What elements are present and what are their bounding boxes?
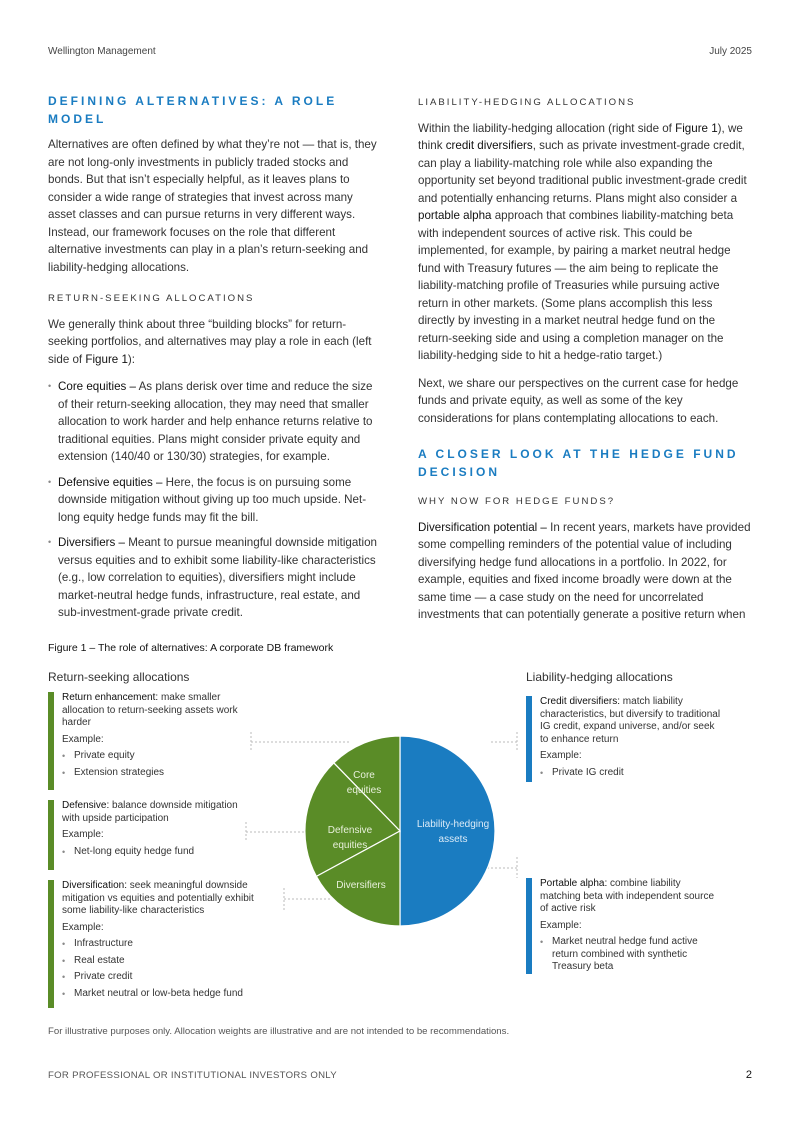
liability-hedging-paragraph: Within the liability-hedging allocation (right side of Figure 1), we think credit diversifiers, such as private investment-grade credit, can play a liability-matching role while also expanding the opportunity set beyond traditional public investment-grade credit and potentially enhancing returns. Plans might also consider a portable alpha approach that combines liability-matching beta with independent sources of active risk. This could be implemented, for example, by pairing a market neutral hedge fund with Treasury futures — the aim being to replicate the liability-matching profile of Treasuries while pursuing active return in other markets. (Some plans accomplish this less directly by investing in a market neutral hedge fund on the return-seeking side and using a completion manager on the liability-hedging side to hit a hedge-ratio target.) bbox=[418, 121, 747, 362]
figure-left-heading: Return-seeking allocations bbox=[48, 670, 190, 684]
list-item: • Private equity bbox=[62, 750, 238, 763]
intro-paragraph: Alternatives are often defined by what they’re not — that is, they are not long-only investments in publicly traded stocks and bonds. But that isn’t especially helpful, as it leaves plans to consider a wide range of strategies that invest across many asset classes and can pursue returns in very different ways. Instead, our framework focuses on the role that different alternative investments can play in a plan’s return-seeking and liability-hedging allocations. bbox=[48, 138, 377, 274]
connector-credit bbox=[490, 732, 517, 752]
pie-slice-liability-hedging bbox=[400, 736, 495, 926]
subheading-return-seeking: RETURN-SEEKING ALLOCATIONS bbox=[48, 293, 255, 304]
subheading-liability-hedging: LIABILITY-HEDGING ALLOCATIONS bbox=[418, 97, 636, 108]
connector-core bbox=[251, 732, 350, 752]
building-blocks-paragraph: We generally think about three “building blocks” for return-seeking portfolios, and alternatives may play a role in each (left side of Figure 1): bbox=[48, 317, 372, 366]
example-label: Example: bbox=[540, 919, 582, 931]
list-item: • Real estate bbox=[62, 955, 276, 968]
pie-label-defensive-1: Defensive bbox=[327, 825, 373, 836]
pie-label-diversifiers: Diversifiers bbox=[336, 880, 386, 891]
subheading-why-now: WHY NOW FOR HEDGE FUNDS? bbox=[418, 496, 616, 507]
example-label: Example: bbox=[540, 750, 582, 761]
figure-1-ref: Figure 1 bbox=[85, 352, 128, 366]
list-item: • Net-long equity hedge fund bbox=[62, 846, 238, 859]
figure-note: For illustrative purposes only. Allocation weights are illustrative and are not intended to be recommendations. bbox=[48, 1026, 510, 1037]
list-item: • Defensive equities – Here, the focus is on pursuing some downside mitigation without giving up too much upside. Net-long equity hedge funds may fit the bill. bbox=[48, 474, 378, 527]
example-label: Example: bbox=[62, 829, 104, 840]
next-paragraph: Next, we share our perspectives on the current case for hedge funds and private equity, as well as some of the key considerations for plans contemplating allocations to each. bbox=[418, 376, 739, 425]
connector-diversifiers bbox=[284, 888, 332, 910]
list-item: • Private IG credit bbox=[540, 767, 722, 780]
pie-label-liability-1: Liability-hedging bbox=[416, 819, 490, 830]
section-heading-defining-alternatives: DEFINING ALTERNATIVES: A ROLE MODEL bbox=[48, 94, 338, 126]
list-item: • Market neutral hedge fund active return combined with synthetic Treasury beta bbox=[540, 936, 722, 974]
box-description: Portable alpha: combine liability matching beta with independent source of active risk bbox=[540, 878, 715, 914]
figure-title: Figure 1 – The role of alternatives: A corporate DB framework bbox=[48, 642, 334, 654]
list-item: • Diversifiers – Meant to pursue meaningful downside mitigation versus equities and to exhibit some liability-like characteristics (e.g., low correlation to equities), diversifiers might include market-neutral hedge funds, infrastructure, real estate, and sub-investment-grade private credit. bbox=[48, 534, 378, 622]
header-publisher: Wellington Management bbox=[48, 46, 156, 57]
pie-label-liability-2: assets bbox=[438, 834, 468, 845]
page-number: 2 bbox=[745, 1069, 752, 1081]
connector-defensive bbox=[246, 822, 305, 842]
box-description: Return enhancement: make smaller allocation to return-seeking assets work harder bbox=[62, 692, 238, 728]
box-description: Diversification: seek meaningful downside mitigation vs equities and potentially exhibit some liability-like characteristics bbox=[62, 880, 254, 916]
pie-label-defensive-2: equities bbox=[332, 840, 368, 851]
pie-label-core-2: equities bbox=[346, 785, 382, 796]
example-label: Example: bbox=[62, 733, 104, 745]
box-description: Defensive: balance downside mitigation with upside participation bbox=[62, 800, 238, 824]
diversification-paragraph: Diversification potential – In recent years, markets have provided some compelling reminders of the potential value of including diversifying hedge fund allocations in a portfolio. In 2022, for example, equities and fixed income broadly were down at the same time — a case study on the need for uncorrelated investments that can potentially generate a positive return when bbox=[418, 520, 751, 621]
section-heading-hedge-fund-decision: A CLOSER LOOK AT THE HEDGE FUND DECISION bbox=[418, 447, 739, 479]
figure-right-heading: Liability-hedging allocations bbox=[526, 670, 673, 684]
footer-disclaimer: FOR PROFESSIONAL OR INSTITUTIONAL INVESTORS ONLY bbox=[48, 1070, 337, 1081]
list-item: • Private credit bbox=[62, 971, 276, 984]
list-item: • Market neutral or low-beta hedge fund bbox=[62, 988, 276, 1001]
list-item: • Core equities – As plans derisk over time and reduce the size of their return-seeking allocation, they may need that smaller allocation to work harder and help enhance returns relative to traditional equities. Plans might consider private equity and extension (140/40 or 130/30) strategies, for example. bbox=[48, 378, 378, 466]
list-item: • Extension strategies bbox=[62, 767, 238, 780]
pie-label-core-1: Core bbox=[353, 770, 375, 781]
box-description: Credit diversifiers: match liability characteristics, but diversify to traditional IG credit, expand universe, and/or seek to enhance return bbox=[540, 696, 721, 745]
header-date: July 2025 bbox=[709, 46, 752, 57]
example-label: Example: bbox=[62, 921, 104, 933]
list-item: • Infrastructure bbox=[62, 938, 276, 951]
